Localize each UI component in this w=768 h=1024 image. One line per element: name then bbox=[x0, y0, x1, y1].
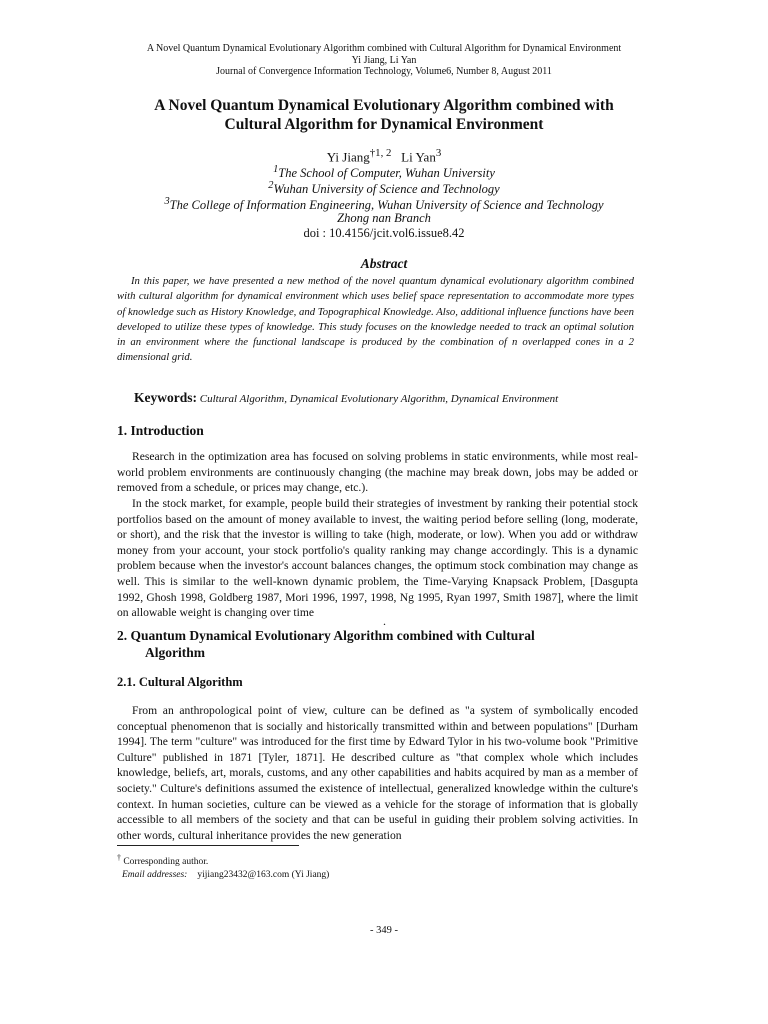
running-header-journal: Journal of Convergence Information Technology, Volume6, Number 8, August 2011 bbox=[216, 66, 552, 77]
author-1-affiliation-mark: †1, 2 bbox=[369, 147, 392, 159]
affiliation-mark: 2 bbox=[268, 180, 274, 191]
running-header bbox=[0, 43, 768, 78]
affiliation-text: The School of Computer, Wuhan University bbox=[278, 166, 495, 181]
section-2-1-paragraph-1: From an anthropological point of view, culture can be defined as "a system of symbolically encoded conceptual phenomenon that is socially and historically transmitted within and between populations" [Durham 1994]. The term "culture" was introduced for the first time by Edward Tylor in his two-volume book "Primitive Culture" published in 1871 [Tyler, 1871]. He described culture as "that complex whole which includes knowledge, beliefs, art, morals, customs, and any other capabilities and habits acquired by man as a member of society." Culture's definitions assumed the existence of intellectual, generalized knowledge within the culture's context. In human societies, culture can be viewed as a vehicle for the storage of information that is globally accessible to all members of the society and that can be useful in guiding their problem solving activities. In other words, cultural inheritance provides the new generation bbox=[117, 704, 638, 842]
title-line-2: Cultural Algorithm for Dynamical Environment bbox=[224, 116, 544, 133]
section-1-heading: 1. Introduction bbox=[117, 423, 204, 438]
affiliation-mark: 1 bbox=[273, 164, 279, 175]
title-line-1: A Novel Quantum Dynamical Evolutionary Algorithm combined with bbox=[154, 97, 614, 114]
footnote-rule bbox=[117, 845, 299, 846]
footnote-email bbox=[122, 870, 329, 880]
author-2-affiliation-mark: 3 bbox=[435, 147, 442, 159]
section-1-paragraph-1: Research in the optimization area has focused on solving problems in static environments, while most real-world problem environments are continuously changing (the machine may break down, jobs may be added or removed from a schedule, or prices may change, etc.). bbox=[117, 450, 638, 495]
affiliation-mark: 3 bbox=[164, 196, 170, 207]
email-label: Email addresses: bbox=[122, 870, 188, 880]
keywords-text: Cultural Algorithm, Dynamical Evolutionary Algorithm, Dynamical Environment bbox=[199, 393, 559, 405]
keywords-label: Keywords: bbox=[134, 390, 197, 405]
running-header-title: A Novel Quantum Dynamical Evolutionary Algorithm combined with Cultural Algorithm for Dynamical Environment bbox=[146, 43, 622, 54]
keywords bbox=[134, 390, 558, 406]
affiliation-text: The College of Information Engineering, Wuhan University of Science and Technology bbox=[169, 198, 604, 213]
author-2: Li Yan bbox=[401, 149, 436, 165]
section-2-heading-line-1: 2. Quantum Dynamical Evolutionary Algorithm combined with Cultural bbox=[117, 628, 535, 643]
running-header-authors: Yi Jiang, Li Yan bbox=[351, 54, 417, 66]
paper-title bbox=[60, 96, 708, 134]
page-number: - 349 - bbox=[370, 925, 398, 936]
affiliation-4 bbox=[0, 210, 768, 226]
affiliation-text: Wuhan University of Science and Technology bbox=[273, 182, 500, 197]
affiliation-text: Zhong nan Branch bbox=[337, 211, 431, 225]
email-value: yijiang23432@163.com (Yi Jiang) bbox=[197, 870, 330, 880]
footnote-mark: † bbox=[117, 853, 121, 862]
section-1-paragraph-2: In the stock market, for example, people build their strategies of investment by ranking their potential stock portfolios based on the amount of money available to invest, the waiting period before selling (long, moderate, or short), and the risk that the investor is willing to take (high, moderate, or low). When you add or withdraw money from your account, your stock portfolio's quality ranking may change accordingly. This is a dynamic problem because when the investor's account balances changes, the optimum stock combination may change as well. This is similar to the well-known dynamic problem, the Time-Varying Knapsack Problem, [Dasgupta 1992, Ghosh 1998, Goldberg 1987, Mori 1996, 1997, 1998, Ng 1995, Ryan 1997, Smith 1987], where the limit on allowable weight is changing over time bbox=[117, 497, 638, 620]
author-1: Yi Jiang bbox=[326, 149, 370, 165]
doi: doi : 10.4156/jcit.vol6.issue8.42 bbox=[303, 226, 465, 240]
stray-period: . bbox=[383, 614, 386, 628]
abstract-text: In this paper, we have presented a new method of the novel quantum dynamical evolutionary algorithm combined with cultural algorithm for dynamical environment which uses belief space representation to accommodate more types of knowledge such as History Knowledge, and Topographical Knowledge. Also, additional influence functions have been developed to utilize these types of knowledge. This study focuses on the knowledge needed to track an optimal solution in an environment where the functional landscape is produced by the combination of n overlapped cones in a 2 dimensional grid. bbox=[117, 275, 634, 364]
footnote-corresponding bbox=[117, 853, 208, 867]
footnote-text: Corresponding author. bbox=[123, 857, 209, 868]
abstract-heading: Abstract bbox=[360, 256, 408, 271]
section-2-heading-line-2: Algorithm bbox=[145, 645, 205, 660]
section-2-1-heading: 2.1. Cultural Algorithm bbox=[117, 675, 243, 689]
section-2-heading bbox=[117, 627, 535, 661]
